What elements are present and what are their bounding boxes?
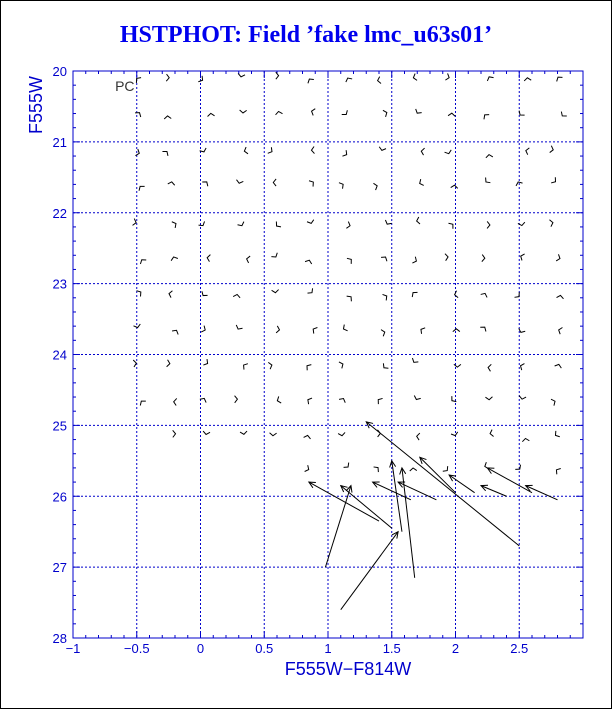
- residual-marker: [557, 77, 563, 81]
- residual-marker: [166, 74, 169, 81]
- residual-marker: [412, 292, 417, 297]
- residual-marker: [202, 291, 208, 295]
- residual-marker: [167, 360, 170, 367]
- residual-marker: [383, 363, 388, 368]
- residual-marker: [268, 147, 272, 153]
- residual-marker: [556, 254, 560, 261]
- residual-marker: [347, 296, 352, 301]
- residual-marker: [346, 78, 352, 82]
- residual-marker: [374, 467, 379, 472]
- y-tick-label: 26: [52, 489, 67, 505]
- residual-marker: [344, 463, 349, 468]
- residual-marker: [312, 109, 316, 116]
- vector-line: [398, 482, 436, 500]
- residual-marker: [373, 183, 377, 190]
- residual-marker: [410, 468, 417, 471]
- y-tick-label: 27: [52, 560, 67, 576]
- residual-marker: [412, 358, 418, 362]
- residual-marker: [343, 325, 347, 331]
- residual-marker: [556, 468, 560, 474]
- residual-marker: [233, 294, 240, 297]
- residual-marker: [238, 222, 244, 226]
- residual-marker: [488, 364, 491, 371]
- residual-marker: [236, 325, 242, 329]
- residual-marker: [412, 257, 416, 263]
- residual-marker: [342, 110, 348, 114]
- residual-marker: [203, 431, 210, 434]
- residual-marker: [174, 398, 177, 405]
- residual-marker: [276, 326, 279, 333]
- residual-marker: [487, 221, 490, 228]
- residual-marker: [308, 398, 312, 404]
- y-tick-label: 22: [52, 205, 67, 221]
- residual-marker: [162, 151, 168, 155]
- y-axis-label: F555W: [26, 75, 46, 135]
- vector-line: [481, 486, 507, 497]
- residual-marker: [490, 430, 493, 437]
- residual-marker: [339, 362, 343, 368]
- residual-marker: [338, 432, 345, 435]
- residual-marker: [454, 364, 461, 367]
- vector-line: [526, 486, 558, 500]
- residual-marker: [202, 182, 208, 186]
- residual-marker: [486, 178, 491, 183]
- residual-marker: [273, 179, 276, 186]
- residual-marker: [307, 365, 311, 371]
- x-tick-label: 2.5: [510, 641, 529, 656]
- residual-marker: [140, 260, 146, 264]
- vector-line: [366, 422, 519, 546]
- residual-marker: [381, 330, 385, 337]
- y-tick-label: 20: [52, 64, 67, 79]
- residual-marker: [305, 465, 309, 471]
- residual-marker: [244, 147, 248, 154]
- residual-marker: [135, 113, 141, 117]
- residual-marker: [480, 327, 486, 331]
- residual-marker: [524, 78, 531, 81]
- residual-marker: [270, 433, 277, 436]
- residual-marker: [526, 148, 530, 155]
- residual-marker: [346, 222, 350, 229]
- residual-marker: [305, 260, 312, 264]
- residual-marker: [515, 465, 520, 470]
- vector-line: [341, 532, 398, 610]
- residual-marker: [208, 113, 215, 116]
- x-tick-label: −0.5: [123, 641, 150, 656]
- residual-marker: [421, 148, 424, 155]
- x-tick-label: 0.5: [255, 641, 274, 656]
- residual-marker: [486, 155, 493, 158]
- residual-marker: [445, 73, 449, 80]
- chart-title: HSTPHOT: Field ’fake lmc_u63s01’: [119, 22, 493, 48]
- residual-marker: [413, 74, 417, 81]
- residual-marker: [236, 180, 243, 184]
- residual-marker: [276, 111, 283, 114]
- residual-marker: [272, 290, 279, 293]
- residual-marker: [549, 220, 552, 227]
- residual-marker: [551, 399, 555, 405]
- residual-marker: [448, 113, 455, 116]
- residual-marker: [238, 73, 245, 76]
- residual-marker: [487, 77, 493, 81]
- residual-marker: [164, 116, 171, 119]
- residual-marker: [172, 330, 178, 334]
- residual-marker: [522, 438, 529, 441]
- residual-marker: [383, 294, 387, 300]
- residual-marker: [347, 258, 351, 264]
- residual-marker: [240, 110, 247, 113]
- residual-marker: [519, 396, 526, 399]
- residual-marker: [378, 398, 382, 404]
- residual-marker: [307, 220, 314, 224]
- residual-marker: [276, 72, 279, 79]
- residual-marker: [235, 396, 238, 403]
- residual-marker: [481, 293, 487, 297]
- residual-marker: [518, 222, 525, 225]
- residual-marker: [240, 431, 247, 434]
- y-tick-label: 23: [52, 276, 67, 292]
- residual-marker: [414, 396, 420, 400]
- residual-marker: [308, 79, 314, 83]
- residual-marker: [550, 146, 554, 153]
- residual-marker: [381, 257, 387, 261]
- residual-marker: [313, 327, 317, 333]
- residual-marker: [443, 466, 448, 471]
- residual-marker: [416, 109, 422, 113]
- y-tick-label: 24: [52, 347, 67, 363]
- residual-marker: [201, 326, 205, 332]
- vector-line: [487, 468, 532, 493]
- residual-marker: [482, 255, 485, 262]
- residual-marker: [417, 217, 420, 224]
- residual-marker: [172, 222, 176, 228]
- residual-marker: [551, 177, 555, 183]
- residual-marker: [555, 431, 559, 437]
- residual-marker: [247, 256, 251, 263]
- vector-line: [341, 486, 392, 529]
- residual-marker: [271, 253, 277, 257]
- residual-marker: [168, 182, 175, 185]
- residual-marker: [515, 292, 520, 297]
- residual-marker: [421, 328, 425, 334]
- residual-marker: [342, 150, 346, 156]
- residual-marker: [520, 364, 524, 371]
- residual-marker: [169, 291, 172, 298]
- residual-marker: [485, 397, 492, 400]
- x-axis-label: F555W−F814W: [284, 659, 412, 679]
- residual-marker: [139, 186, 145, 190]
- residual-marker: [448, 223, 452, 228]
- residual-marker: [555, 364, 562, 368]
- residual-marker: [308, 288, 313, 293]
- residual-marker: [171, 257, 178, 261]
- annotation-label: PC: [115, 77, 135, 94]
- residual-marker: [417, 433, 420, 440]
- residual-marker: [133, 219, 137, 226]
- residual-marker: [203, 359, 207, 365]
- residual-marker: [199, 221, 205, 225]
- residual-marker: [304, 435, 311, 438]
- residual-marker: [277, 396, 281, 403]
- residual-marker: [451, 432, 458, 436]
- residual-marker: [309, 181, 313, 187]
- residual-marker: [383, 110, 387, 117]
- residual-marker: [339, 399, 345, 403]
- residual-marker: [311, 146, 314, 153]
- x-tick-label: −1: [65, 641, 81, 656]
- residual-marker: [559, 327, 563, 334]
- residual-marker: [561, 112, 566, 117]
- residual-marker: [445, 254, 448, 261]
- residual-marker: [268, 362, 272, 369]
- residual-marker: [521, 254, 525, 261]
- residual-marker: [378, 77, 381, 84]
- residual-marker: [207, 255, 210, 262]
- residual-marker: [451, 185, 458, 188]
- x-tick-label: 1: [324, 641, 332, 656]
- residual-marker: [135, 149, 139, 156]
- residual-marker: [484, 115, 489, 120]
- residual-marker: [557, 295, 564, 298]
- residual-marker: [445, 150, 452, 154]
- residual-marker: [276, 222, 281, 227]
- y-tick-label: 21: [52, 134, 67, 150]
- x-tick-label: 1.5: [382, 641, 401, 656]
- residual-marker: [420, 179, 424, 185]
- y-tick-label: 25: [52, 418, 67, 434]
- y-tick-label: 28: [52, 631, 67, 646]
- residual-marker: [385, 220, 391, 224]
- residual-marker: [133, 360, 136, 367]
- residual-marker: [244, 364, 248, 370]
- residual-marker: [173, 430, 176, 437]
- x-tick-label: 0: [196, 641, 205, 656]
- residual-marker: [519, 111, 524, 115]
- residual-marker: [379, 147, 386, 151]
- x-tick-label: 2: [451, 641, 460, 656]
- residual-marker: [339, 183, 343, 189]
- residual-marker: [453, 329, 460, 332]
- residual-marker: [140, 401, 146, 405]
